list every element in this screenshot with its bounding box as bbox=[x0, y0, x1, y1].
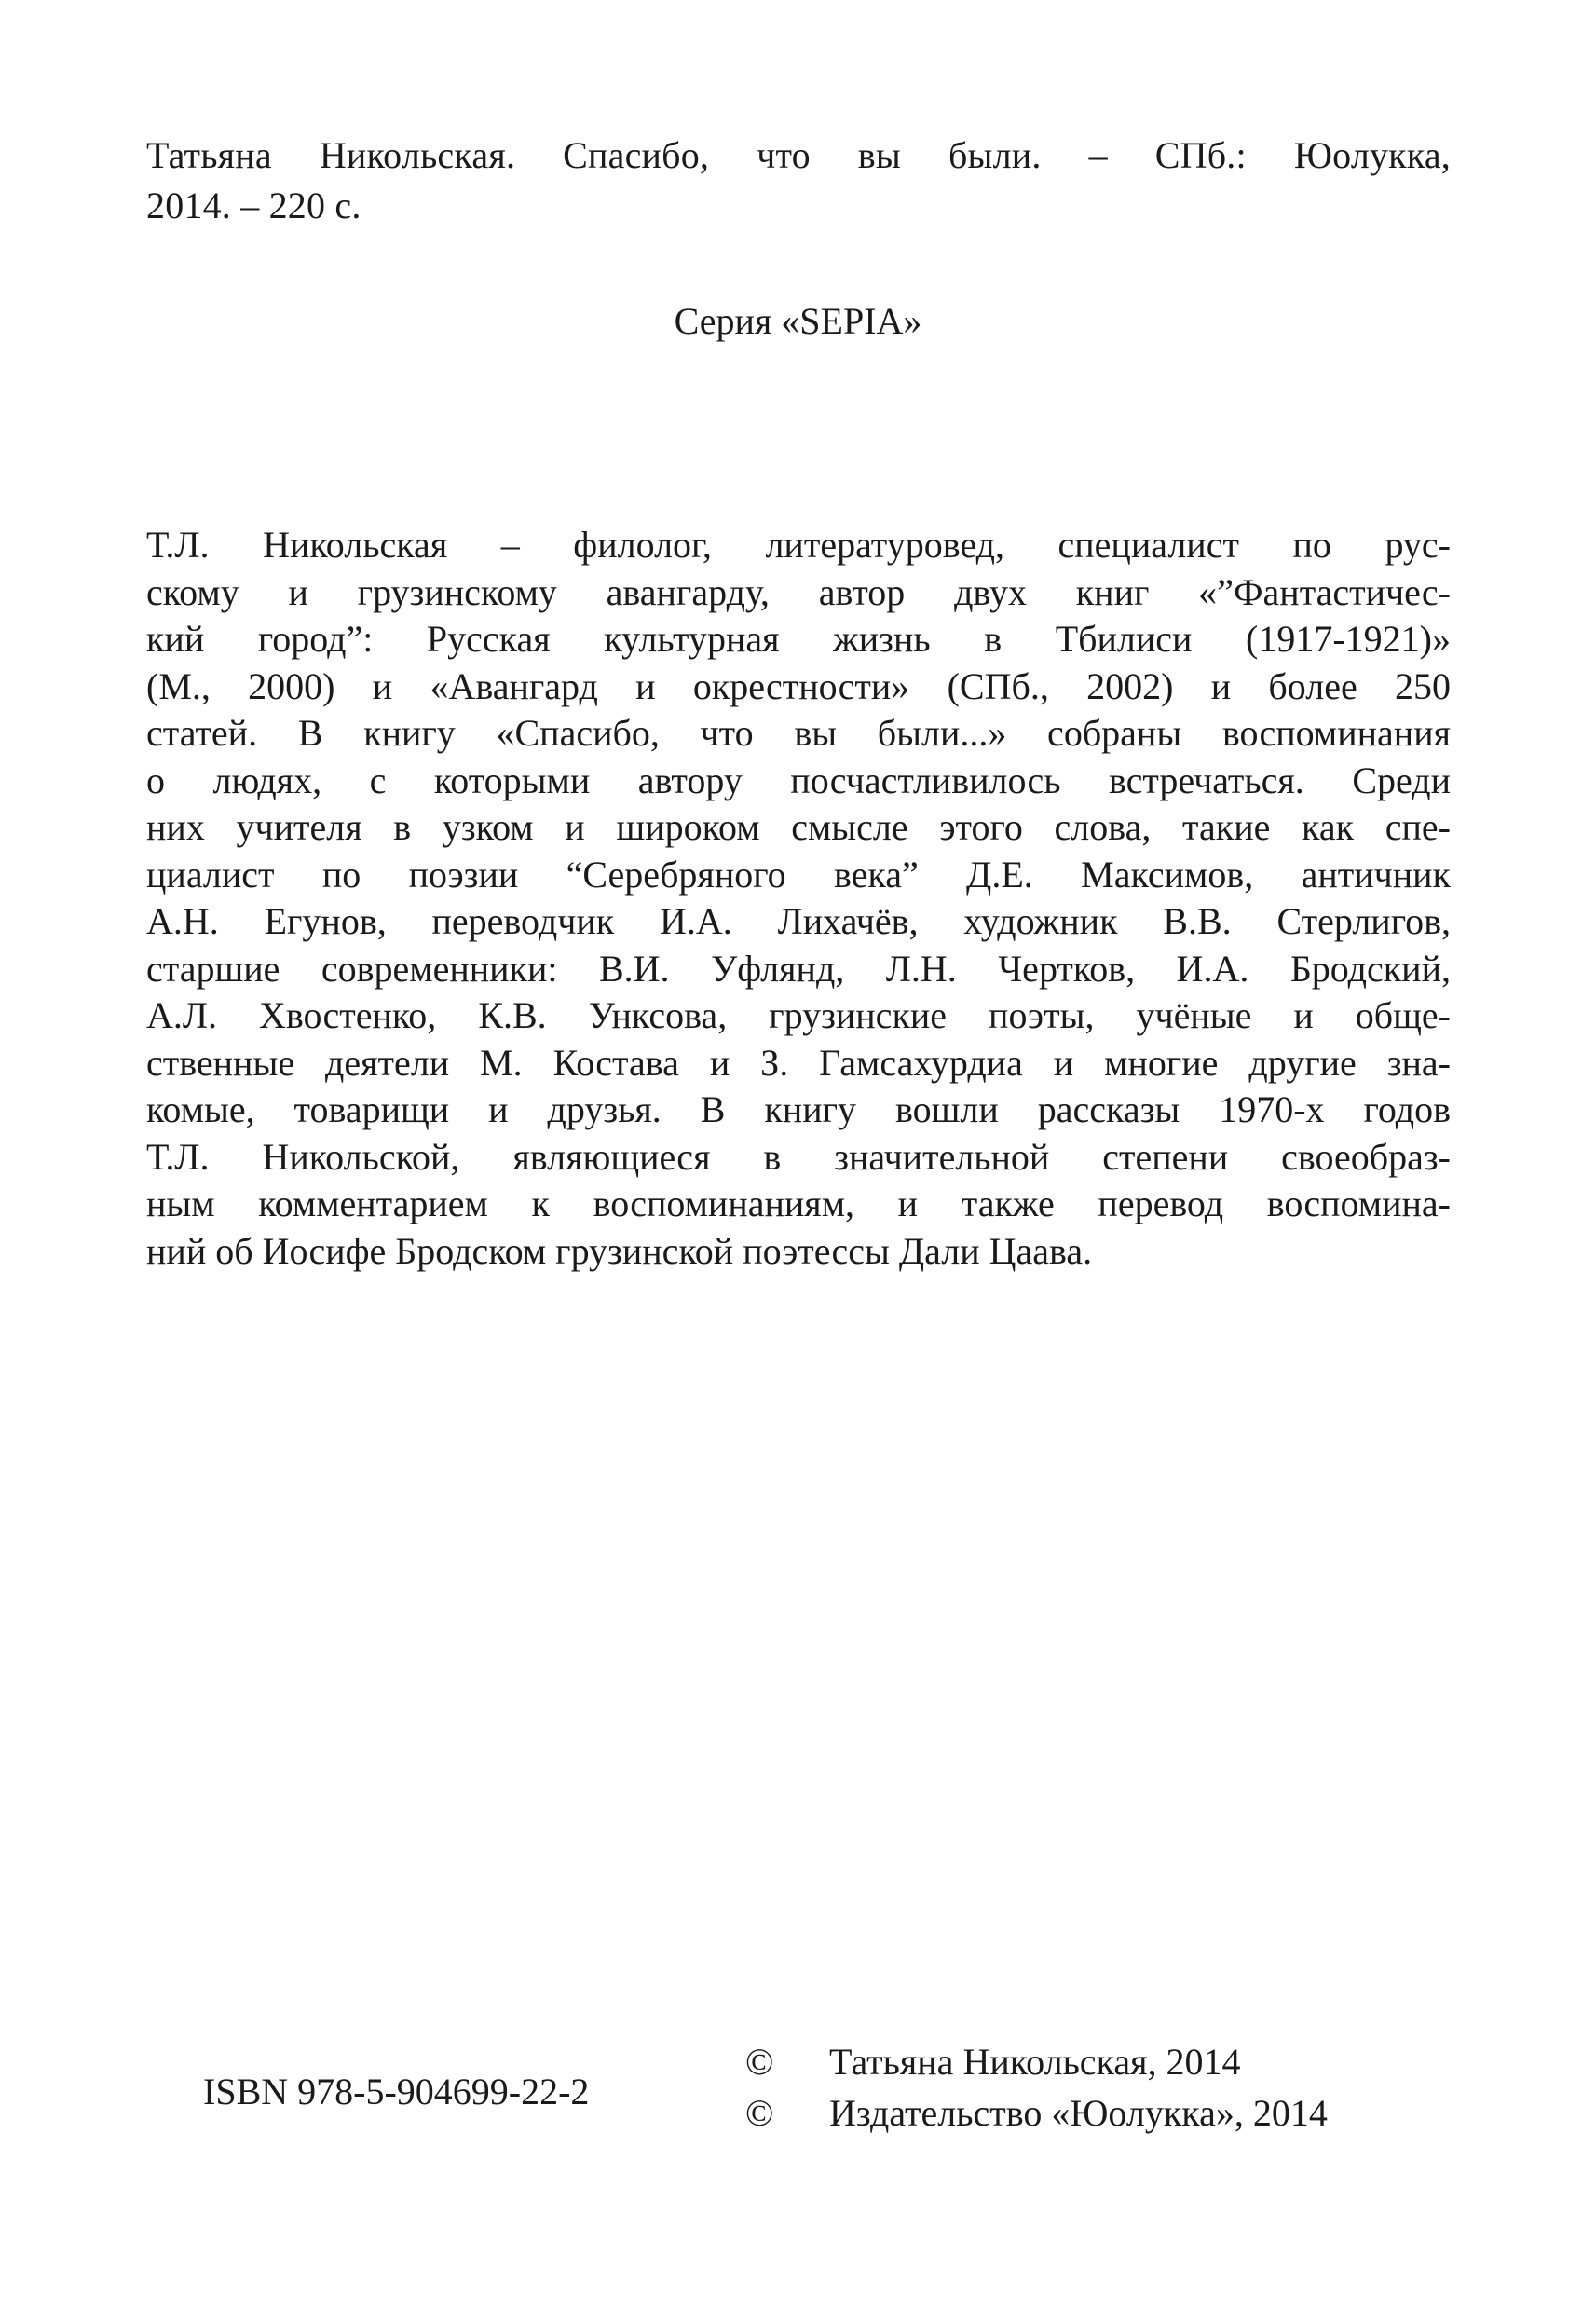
bibliographic-line: 2014. – 220 с. bbox=[146, 185, 361, 226]
isbn-number: ISBN 978-5-904699-22-2 bbox=[203, 2071, 590, 2113]
annotation-line: старшие современники: В.И. Уфлянд, Л.Н. Чертков, И.А. Бродский, bbox=[146, 947, 1451, 990]
bibliographic-record bbox=[146, 130, 1451, 231]
copyright-icon: © bbox=[745, 2092, 774, 2134]
copyright-row-publisher bbox=[745, 2087, 1328, 2139]
annotation-line: комые, товарищи и друзья. В книгу вошли рассказы 1970-х годов bbox=[146, 1088, 1451, 1130]
copyright-icon: © bbox=[745, 2041, 774, 2083]
bibliographic-line: Татьяна Никольская. Спасибо, что вы были. – СПб.: Юолукка, bbox=[146, 134, 1451, 176]
annotation-line: ний об Иосифе Бродском грузинской поэтессы Дали Цаава. bbox=[146, 1229, 1093, 1272]
annotation-line: кий город”: Русская культурная жизнь в Тбилиси (1917-1921)» bbox=[146, 618, 1451, 660]
copyright-block bbox=[745, 2036, 1328, 2139]
copyright-holder: Татьяна Никольская, 2014 bbox=[829, 2041, 1241, 2083]
annotation-line: о людях, с которыми автору посчастливилось встречаться. Среди bbox=[146, 759, 1451, 801]
annotation-line: А.Л. Хвостенко, К.В. Унксова, грузинские поэты, учёные и обще- bbox=[146, 994, 1451, 1036]
annotation-line: скому и грузинскому авангарду, автор двух книг «”Фантастичес- bbox=[146, 570, 1451, 613]
annotation-line: статей. В книгу «Спасибо, что вы были...» собраны воспоминания bbox=[146, 712, 1451, 754]
annotation-line: них учителя в узком и широком смысле этого слова, такие как спе- bbox=[146, 806, 1451, 848]
annotation-line: Т.Л. Никольская – филолог, литературовед, специалист по рус- bbox=[146, 524, 1451, 566]
annotation-line: ственные деятели М. Костава и З. Гамсахурдиа и многие другие зна- bbox=[146, 1041, 1451, 1084]
annotation-line: А.Н. Егунов, переводчик И.А. Лихачёв, художник В.В. Стерлигов, bbox=[146, 900, 1451, 942]
annotation-line: ным комментарием к воспоминаниям, и также перевод воспомина- bbox=[146, 1183, 1451, 1224]
annotation-line: циалист по поэзии “Серебряного века” Д.Е. Максимов, античник bbox=[146, 853, 1451, 896]
series-title: Серия «SEPIA» bbox=[674, 300, 922, 342]
annotation-line: (М., 2000) и «Авангард и окрестности» (СПб., 2002) и более 250 bbox=[146, 664, 1451, 707]
copyright-row-author bbox=[745, 2036, 1328, 2087]
annotation-line: Т.Л. Никольской, являющиеся в значительной степени своеобраз- bbox=[146, 1135, 1451, 1178]
copyright-holder: Издательство «Юолукка», 2014 bbox=[829, 2092, 1328, 2134]
annotation-paragraph bbox=[146, 522, 1451, 1275]
